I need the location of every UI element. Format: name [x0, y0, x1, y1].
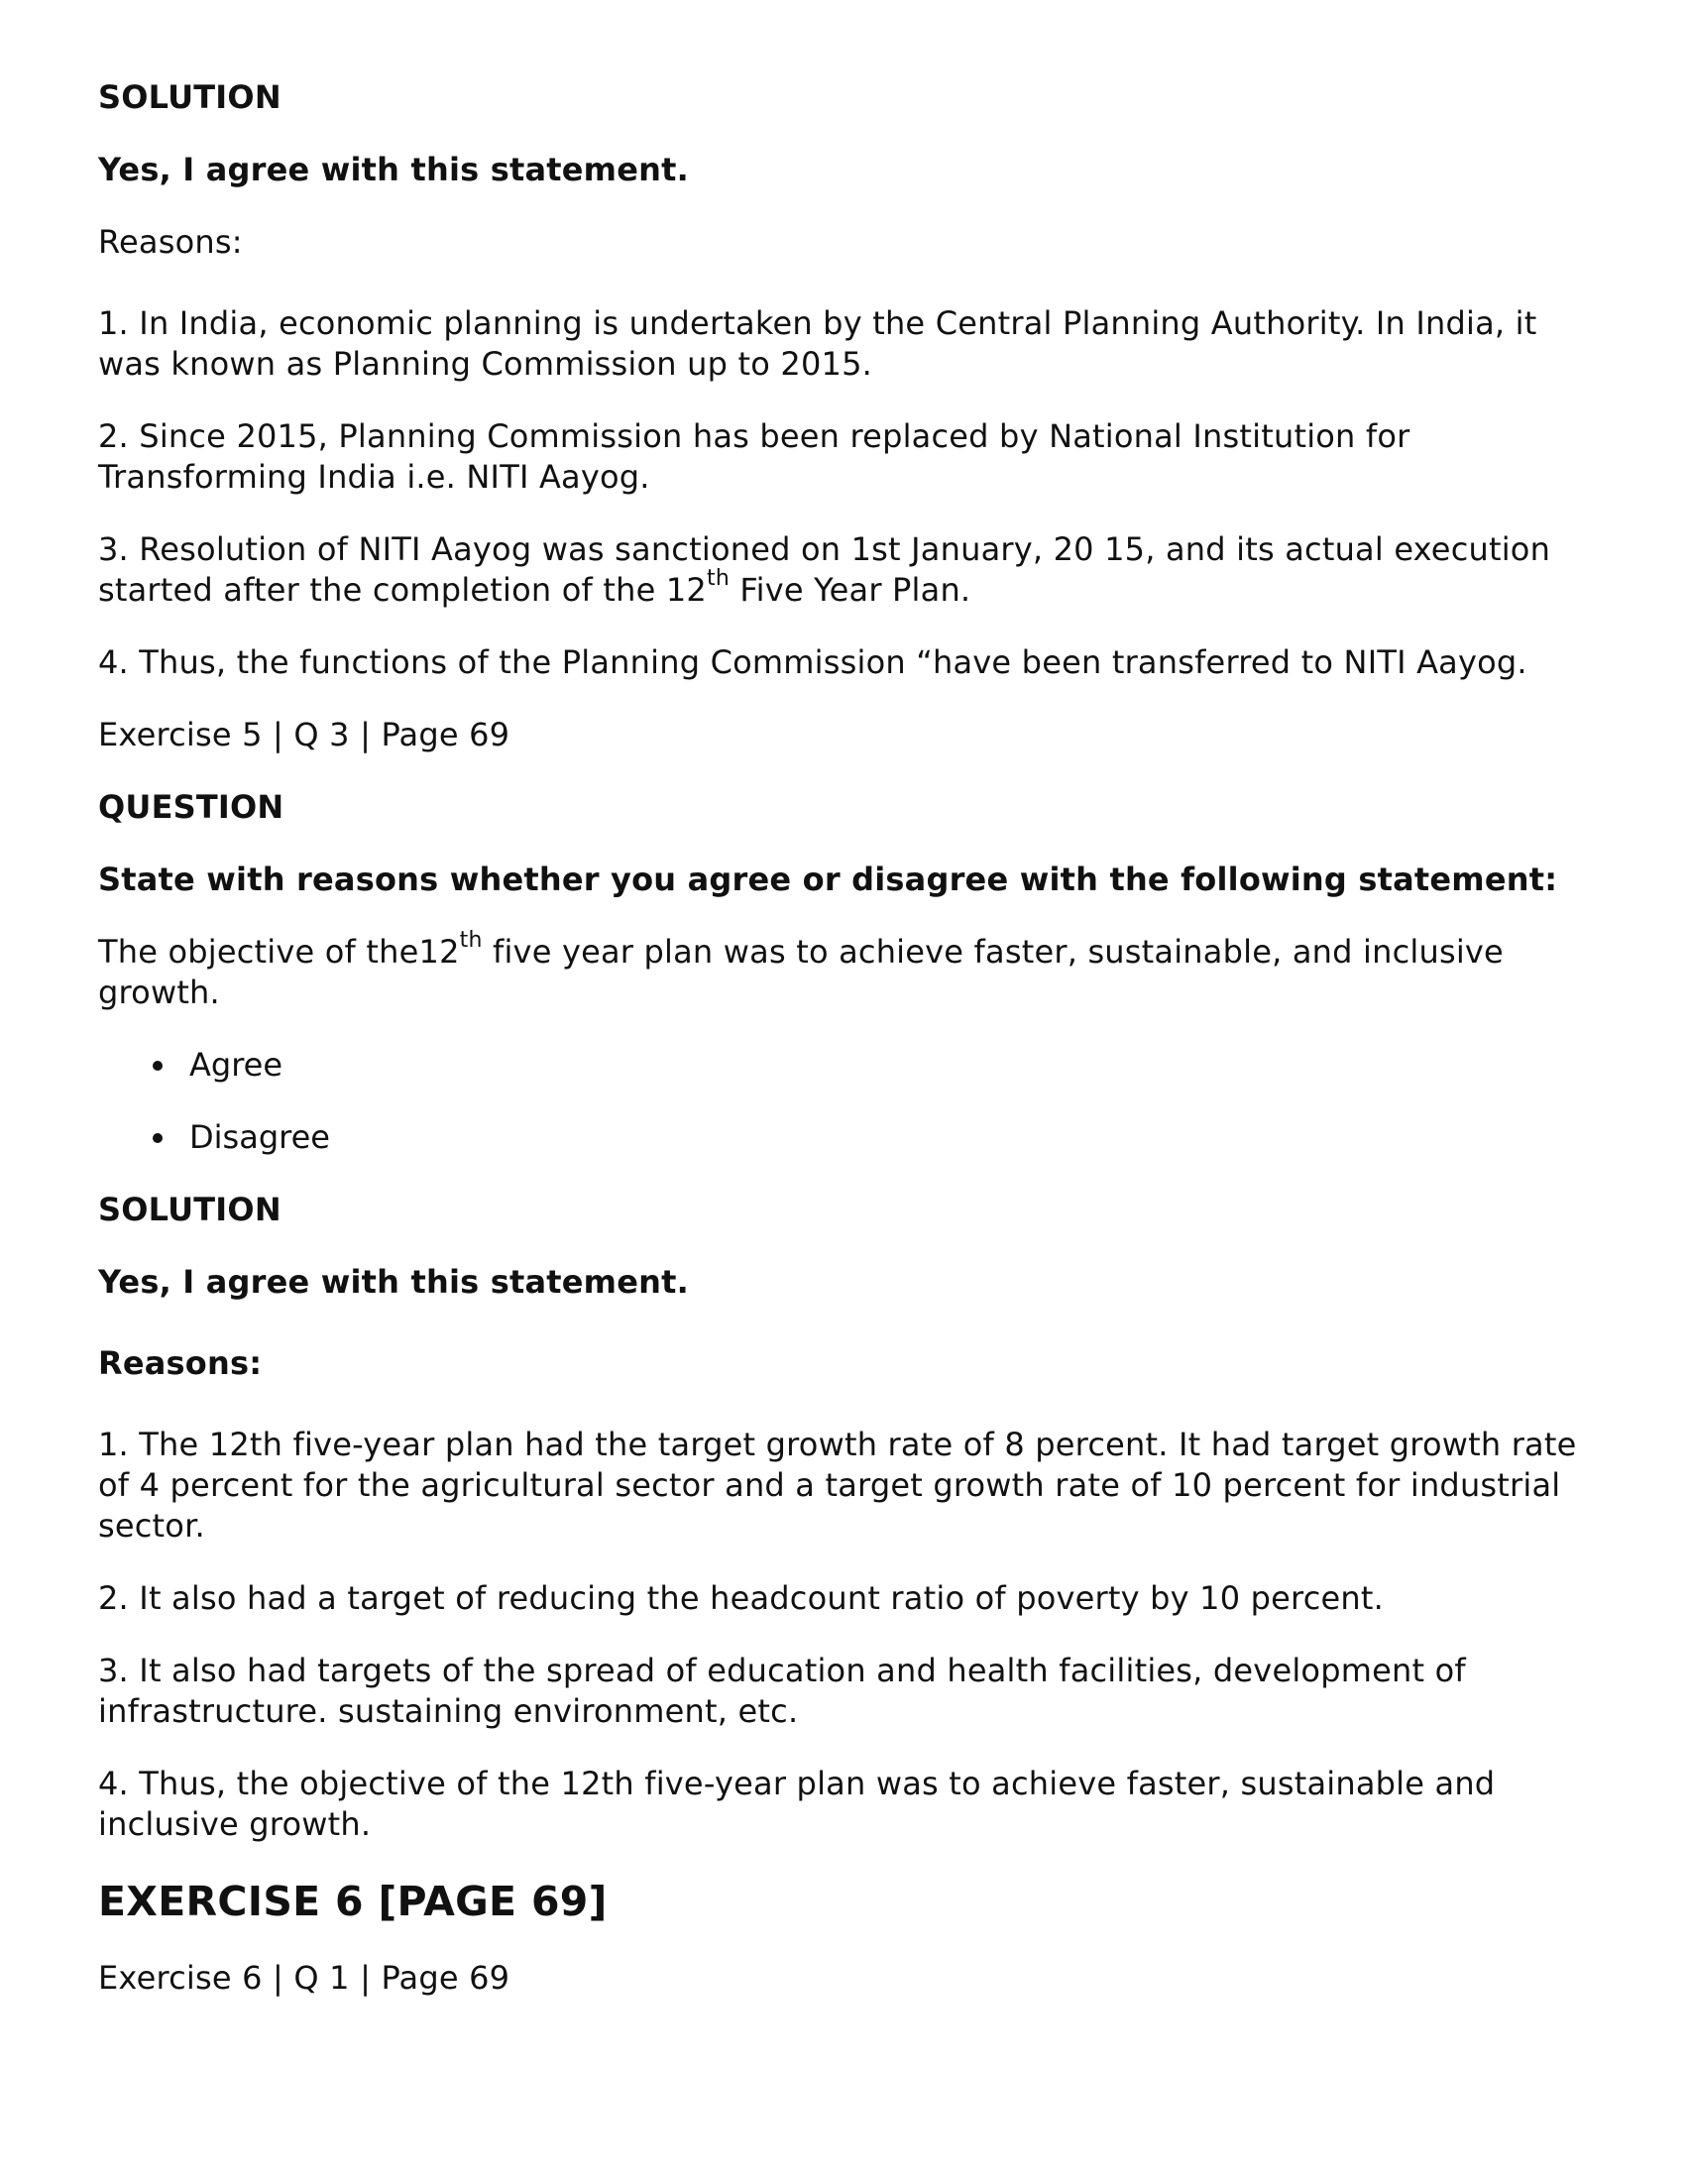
statement-text: five year plan was to achieve faster, sustainable, and inclusive growth. [98, 933, 1504, 1011]
exercise-reference: Exercise 5 | Q 3 | Page 69 [98, 716, 510, 753]
question-heading: QUESTION [98, 788, 284, 826]
solution-verdict: Yes, I agree with this statement. [98, 151, 689, 188]
reason-item: 2. It also had a target of reducing the headcount ratio of poverty by 10 percent. [98, 1579, 1384, 1617]
reason-item: 4. Thus, the functions of the Planning Commission “have been transferred to NITI Aayog. [98, 643, 1527, 681]
reason-item: 2. Since 2015, Planning Commission has been replaced by National Institution for Transforming India i.e. NITI Aayog. [98, 417, 1410, 496]
reasons-label: Reasons: [98, 223, 243, 261]
question-statement [98, 928, 1595, 1013]
exercise-reference: Exercise 6 | Q 1 | Page 69 [98, 1959, 510, 1997]
question-prompt: State with reasons whether you agree or disagree with the following statement: [98, 861, 1558, 898]
bullet-icon [153, 1061, 163, 1071]
solution-heading: SOLUTION [98, 78, 281, 116]
reasons-label: Reasons: [98, 1344, 263, 1382]
reason-item: 1. The 12th five-year plan had the target growth rate of 8 percent. It had target growth rate of 4 percent for the agricultural sector and a target growth rate of 10 percent for industrial sector. [98, 1426, 1577, 1545]
ordinal-suffix: th [707, 566, 730, 592]
reason-text: Five Year Plan. [729, 571, 971, 609]
exercise-heading: EXERCISE 6 [PAGE 69] [98, 1878, 608, 1925]
option-item [150, 1117, 1595, 1158]
bullet-icon [153, 1133, 163, 1143]
reason-item: 3. It also had targets of the spread of education and health facilities, development of infrastructure. sustaining environment, etc. [98, 1652, 1466, 1730]
statement-text: The objective of the12 [98, 933, 460, 971]
solution-verdict: Yes, I agree with this statement. [98, 1263, 689, 1301]
reason-item: 4. Thus, the objective of the 12th five-year plan was to achieve faster, sustainable and inclusive growth. [98, 1765, 1496, 1843]
document-page [98, 77, 1595, 2030]
reason-item: 1. In India, economic planning is undertaken by the Central Planning Authority. In India, it was known as Planning Commission up to 2015. [98, 304, 1537, 383]
solution-heading: SOLUTION [98, 1191, 281, 1228]
option-item [150, 1045, 1595, 1086]
reason-item [98, 529, 1595, 611]
ordinal-suffix: th [459, 928, 483, 954]
option-label: Disagree [189, 1118, 330, 1156]
option-label: Agree [189, 1046, 283, 1084]
option-list [98, 1045, 1595, 1158]
reason-text: 3. Resolution of NITI Aayog was sanctioned on 1st January, 20 15, and its actual execution started after the completion of the 12 [98, 530, 1551, 609]
